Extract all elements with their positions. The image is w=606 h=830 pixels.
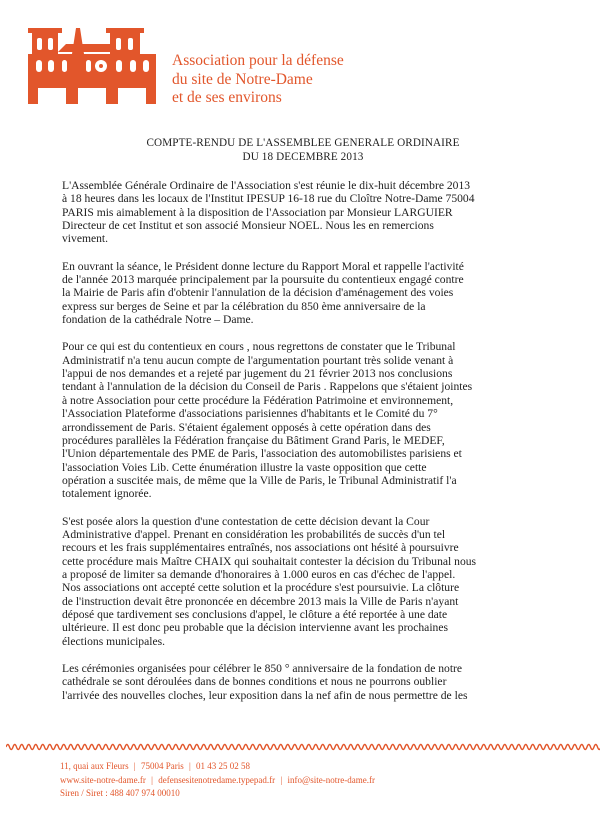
paragraph [62,340,520,500]
text-line: à 18 heures dans les locaux de l'Institut IPESUP 16-18 rue du Cloître Notre-Dame 75004 [62,192,475,206]
footer-line-3 [60,787,375,801]
organization-name [172,52,344,108]
org-name-line-2: du site de Notre-Dame [172,70,313,88]
footer-blog-link[interactable]: defensesitenotredame.typepad.fr [158,774,276,785]
text-line: l'appui de nos demandes et a rejeté par jugement du 21 février 2013 nos conclusions [62,367,453,381]
text-line: recours et les frais supplémentaires entraînés, nos associations ont hésité à poursuivre [62,541,459,555]
footer-website-link[interactable]: www.site-notre-dame.fr [60,774,146,785]
text-line: a proposé de limiter sa demande d'honoraires à 1.000 euros en cas d'échec de l'appel. [62,567,456,581]
text-line: ultérieure. Il est donc peu probable que la décision intervienne avant les prochaines [62,621,448,635]
title-line-1: COMPTE-RENDU DE L'ASSEMBLEE GENERALE ORDINAIRE [146,137,460,149]
text-line: l'arrivée des nouvelles cloches, leur exposition dans la nef afin de nous permettre de les [62,688,468,702]
footer-siren-value: 488 407 974 00010 [110,788,180,798]
text-line: vivement. [62,232,109,246]
text-line: fondation de la cathédrale Notre – Dame. [62,313,254,327]
text-line: l'Union départementale des PME de Paris, l'association des automobilistes parisiens et [62,447,462,461]
text-line: déposé que tardivement ses conclusions d'appel, le clôture a été reportée à une date [62,607,448,621]
footer-email-link[interactable]: info@site-notre-dame.fr [287,774,375,785]
text-line: PARIS mis aimablement à la disposition de l'Association par Monsieur LARGUIER [62,205,453,219]
footer-address: 11, quai aux Fleurs [60,761,129,771]
text-line: S'est posée alors la question d'une contestation de cette décision devant la Cour [62,514,430,528]
text-line: de l'instruction devait être prononcée en décembre 2013 mais la Ville de Paris n'ayant [62,594,459,608]
footer-separator: | [280,774,283,785]
org-name-line-1: Association pour la défense [172,52,344,69]
footer-separator: | [188,761,191,771]
text-line: tendant à l'annulation de la décision du Conseil de Paris . Rappelons que s'étaient jointes [62,380,473,394]
paragraph [62,662,520,702]
footer-separator: | [133,761,136,771]
wave-divider [6,741,600,753]
text-line: Les cérémonies organisées pour célébrer le 850 ° anniversaire de la fondation de notre [62,662,463,675]
footer-siren-label: Siren / Siret : [60,788,108,798]
text-line: Nos associations ont accepté cette solution et la procédure s'est poursuivie. La clôture [62,581,460,595]
document-title [0,137,606,164]
text-line: En ouvrant la séance, le Président donne lecture du Rapport Moral et rappelle l'activité [62,259,464,273]
title-line-2: DU 18 DECEMBRE 2013 [242,150,364,163]
footer-line-2 [60,774,375,788]
org-name-line-3: et de ses environs [172,89,282,106]
text-line: élections municipales. [62,634,166,648]
text-line: de l'année 2013 marquée principalement par la poursuite du contentieux engagé contre [62,273,464,287]
footer [60,760,375,801]
text-line: Directeur de cet Institut et son associé Monsieur NOEL. Nous les en remercions [62,219,434,233]
paragraph [62,260,520,327]
text-line: l'Association Plateforme d'associations parisiennes d'habitants et le Comité du 7° [62,407,438,421]
footer-separator: | [151,774,153,785]
document-body [62,179,520,716]
text-line: cette procédure mais Maître CHAIX qui souhaitait contester la décision du Tribunal nous [62,554,477,568]
text-line: totalement ignorée. [62,487,152,501]
text-line: la Mairie de Paris afin d'obtenir l'annulation de la décision d'aménagement des voies [62,286,454,300]
footer-phone[interactable]: 01 43 25 02 58 [196,761,251,771]
footer-postal: 75004 Paris [140,761,184,771]
footer-line-1 [60,760,375,774]
text-line: à notre Association pour cette procédure la Fédération Patrimoine et environnement, [62,393,454,407]
text-line: l'association Voies Lib. Cette énumération illustre la vaste opposition que cette [62,460,427,474]
text-line: arrondissement de Paris. S'étaient également opposés à cette opération dans des [62,420,431,434]
text-line: Administratif n'a tenu aucun compte de l'argumentation pourtant très solide venant à [62,353,454,367]
text-line: Pour ce qui est du contentieux en cours , nous regrettons de constater que le Tribunal [62,340,456,354]
notre-dame-cathedral-logo-icon [28,24,156,104]
text-line: opération a suscitée mais, de même que la Ville de Paris, le Tribunal Administratif l'a [62,473,457,487]
text-line: express sur berges de Seine et par la célébration du 850 ème anniversaire de la [62,299,426,313]
paragraph [62,515,520,648]
text-line: cathédrale se sont déroulées dans de bonnes conditions et nous ne pourrons oublier [62,675,447,689]
text-line: procédures parallèles la Fédération française du Bâtiment Grand Paris, le MEDEF, [62,433,445,447]
text-line: Administrative d'appel. Prenant en considération les probabilités de succès d'un tel [62,527,446,541]
paragraph [62,179,520,246]
text-line: L'Assemblée Générale Ordinaire de l'Association s'est réunie le dix-huit décembre 2013 [62,179,471,192]
